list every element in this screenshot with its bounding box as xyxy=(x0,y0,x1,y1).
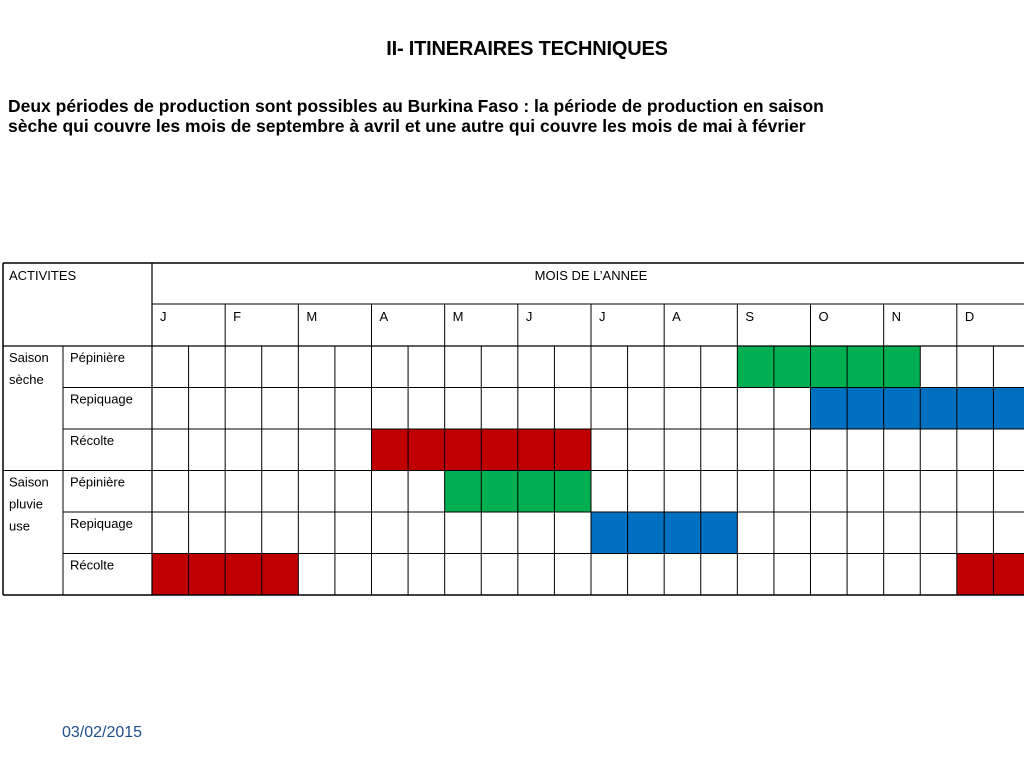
month-label: A xyxy=(379,309,389,324)
month-label: N xyxy=(891,309,902,324)
slide-date: 03/02/2015 xyxy=(62,724,143,741)
schedule-cell-filled xyxy=(554,471,591,513)
schedule-cell-filled xyxy=(811,388,848,430)
schedule-cell-filled xyxy=(774,346,811,388)
schedule-cell-filled xyxy=(408,429,445,471)
schedule-cell-filled xyxy=(993,554,1024,596)
schedule-cell-filled xyxy=(518,429,555,471)
schedule-cell-filled xyxy=(189,554,226,596)
intro-line-2: sèche qui couvre les mois de septembre à avril et une autre qui couvre les mois de mai à février xyxy=(8,116,806,136)
activity-label: Repiquage xyxy=(70,516,133,531)
schedule-cell-filled xyxy=(591,512,628,554)
schedule-cell-filled xyxy=(628,512,665,554)
schedule-cell-filled xyxy=(664,512,701,554)
schedule-cell-filled xyxy=(957,554,994,596)
month-label: J xyxy=(160,309,167,324)
season-label: pluvie xyxy=(9,496,43,512)
season-label: Saison xyxy=(9,474,49,490)
schedule-cell-filled xyxy=(811,346,848,388)
schedule-cell-filled xyxy=(701,512,738,554)
schedule-cell-filled xyxy=(993,388,1024,430)
schedule-cell-filled xyxy=(262,554,299,596)
schedule-cell-filled xyxy=(884,388,921,430)
schedule-cell-filled xyxy=(225,554,262,596)
intro-line-1: Deux périodes de production sont possibles au Burkina Faso : la période de production en saison xyxy=(8,96,824,116)
activities-header: ACTIVITES xyxy=(9,268,77,283)
schedule-cell-filled xyxy=(481,429,518,471)
schedule-cell-filled xyxy=(737,346,774,388)
schedule-cell-filled xyxy=(847,346,884,388)
schedule-cell-filled xyxy=(554,429,591,471)
activity-label: Récolte xyxy=(70,557,115,573)
months-header: MOIS DE L’ANNEE xyxy=(534,268,648,283)
month-label: J xyxy=(599,309,606,324)
schedule-cell-filled xyxy=(518,471,555,513)
month-label: F xyxy=(233,309,242,324)
schedule-cell-filled xyxy=(884,346,921,388)
season-label: Saison xyxy=(9,350,49,365)
schedule-cell-filled xyxy=(481,471,518,513)
slide-title: II- ITINERAIRES TECHNIQUES xyxy=(386,38,668,60)
activity-label: Récolte xyxy=(70,433,115,448)
month-label: O xyxy=(818,309,829,324)
schedule-cell-filled xyxy=(445,429,482,471)
schedule-cell-filled xyxy=(445,471,482,513)
month-label: M xyxy=(306,309,318,324)
month-label: M xyxy=(452,309,464,324)
schedule-cell-filled xyxy=(152,554,189,596)
month-label: D xyxy=(964,309,975,324)
schedule-cell-filled xyxy=(372,429,409,471)
season-label: use xyxy=(9,518,30,534)
activity-label: Repiquage xyxy=(70,391,133,407)
activity-label: Pépinière xyxy=(70,474,125,490)
schedule-cell-filled xyxy=(957,388,994,430)
schedule-cell-filled xyxy=(847,388,884,430)
activity-label: Pépinière xyxy=(70,350,125,365)
month-label: S xyxy=(745,309,755,324)
month-label: J xyxy=(525,309,533,324)
month-label: A xyxy=(672,309,681,324)
schedule-cell-filled xyxy=(920,388,957,430)
season-label: sèche xyxy=(9,372,44,387)
